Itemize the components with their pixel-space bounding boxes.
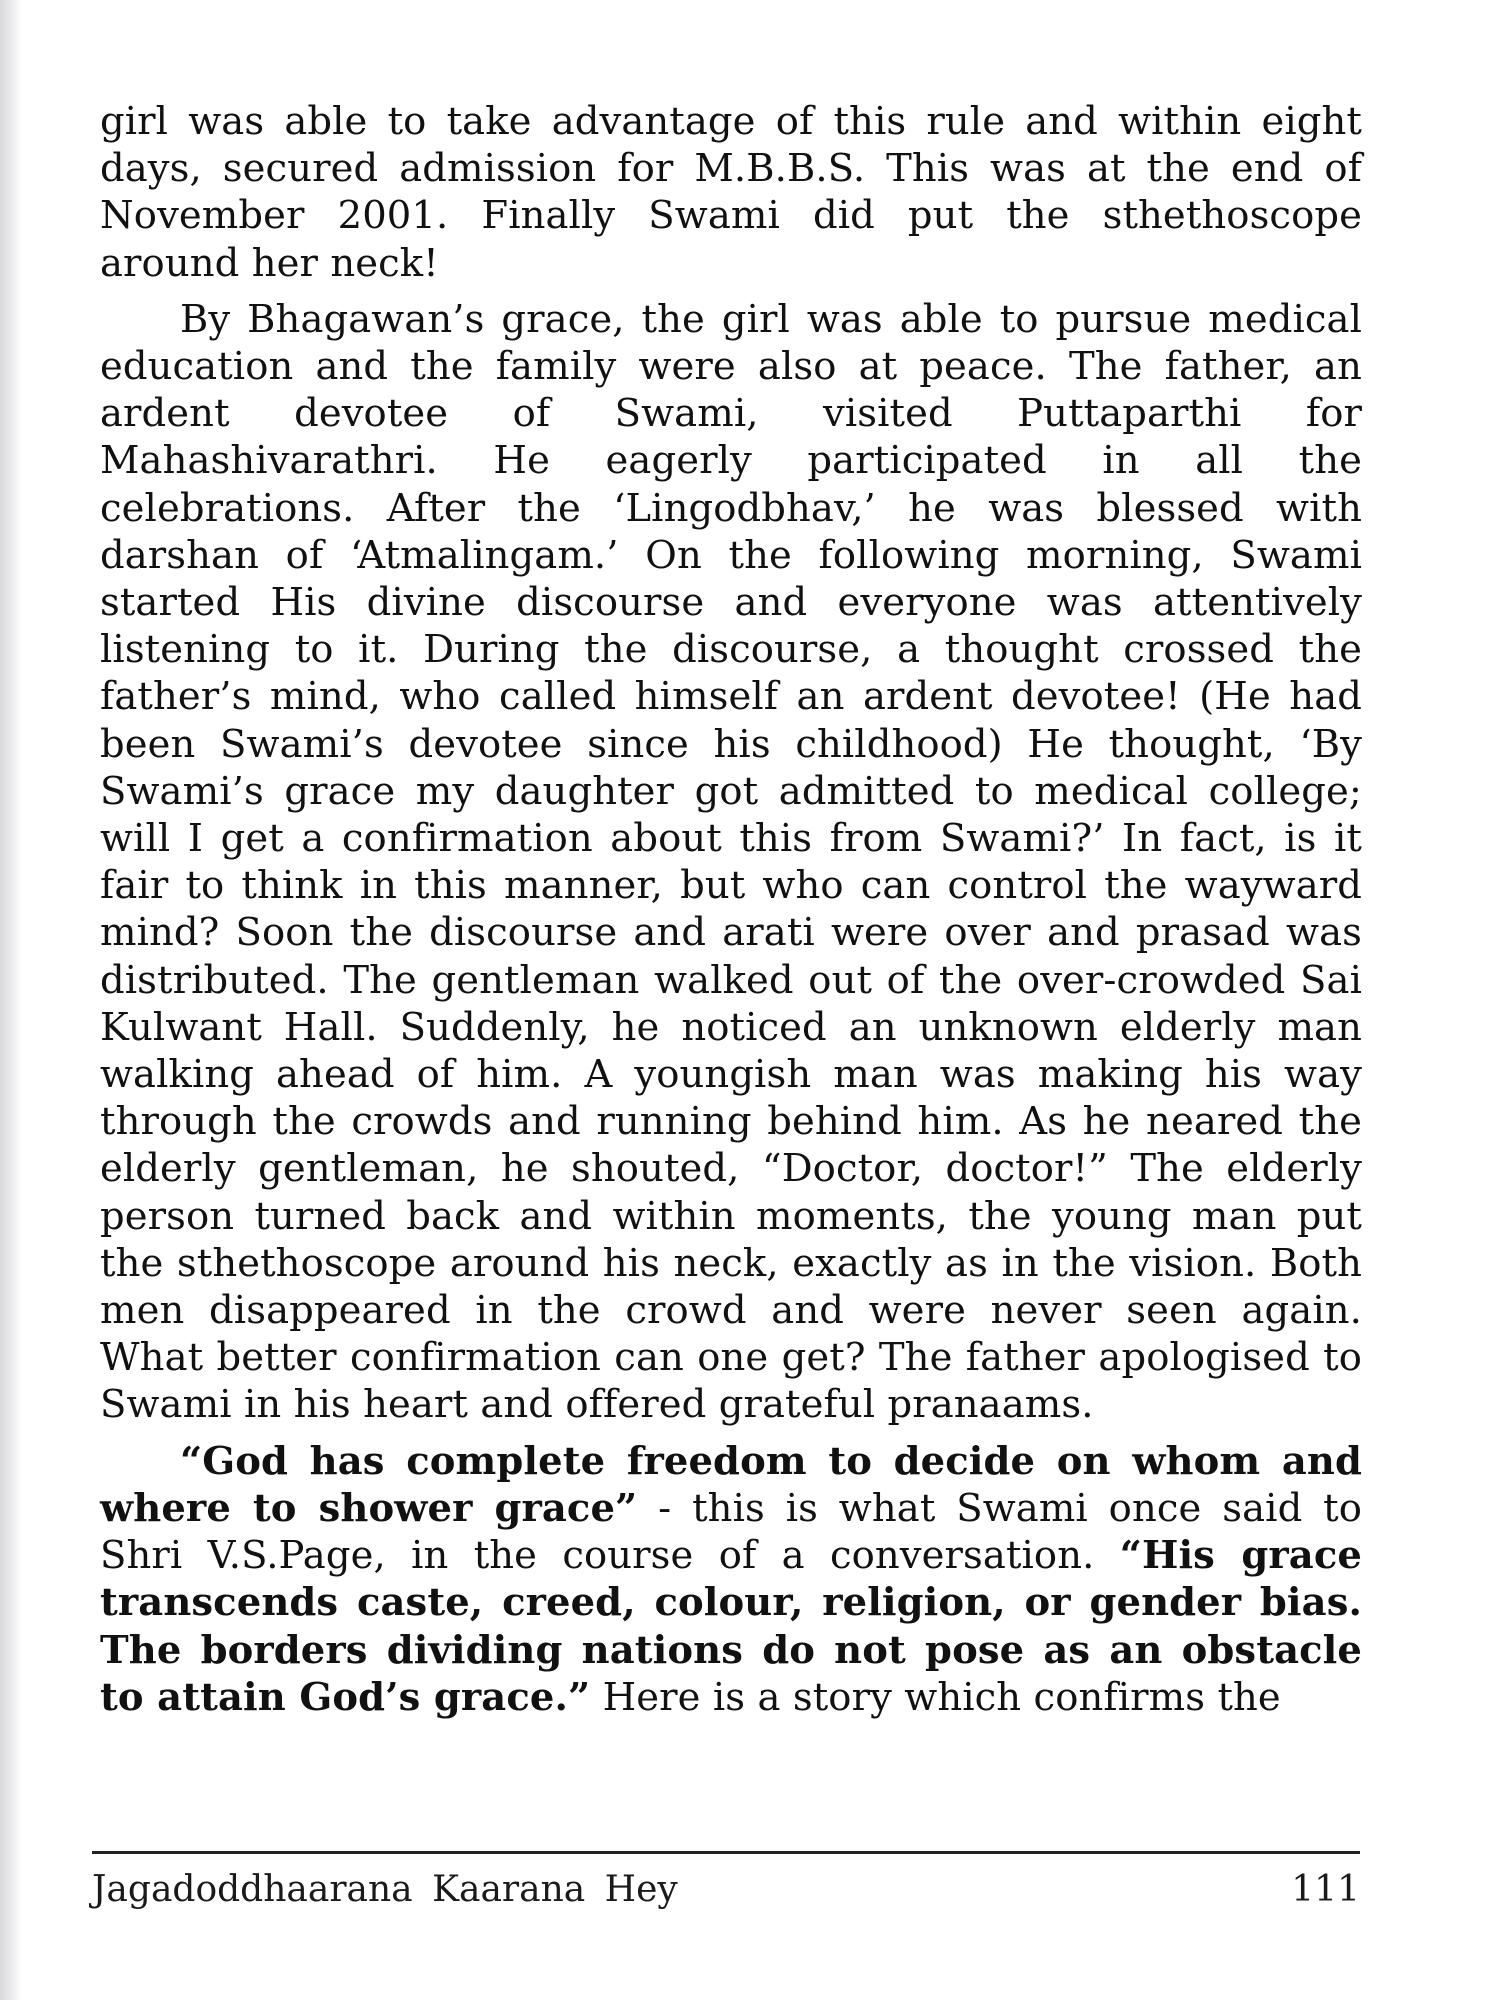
page-number: 111	[1291, 1869, 1360, 1910]
paragraph-continuation: girl was able to take advantage of this rule and within eight days, secured admission for M.B.B.S. This was at the end of November 2001. Finally Swami did put the sthethoscope around her neck!	[100, 99, 1362, 286]
book-page-body	[100, 98, 1362, 1721]
page-footer	[92, 1866, 1360, 1916]
paragraph-father-story: By Bhagawan’s grace, the girl was able to pursue medical education and the family were also at peace. The father, an ardent devotee of Swami, visited Puttaparthi for Mahashivarathri. He eagerly participated in all the celebrations. After the ‘Lingodbhav,’ he was blessed with darshan of ‘Atmalingam.’ On the following morning, Swami started His divine discourse and everyone was attentively listening to it. During the discourse, a thought crossed the father’s mind, who called himself an ardent devotee! (He had been Swami’s devotee since his childhood) He thought, ‘By Swami’s grace my daughter got admitted to medical college; will I get a confirmation about this from Swami?’ In fact, is it fair to think in this manner, but who can control the wayward mind? Soon the discourse and arati were over and prasad was distributed. The gentleman walked out of the over-crowded Sai Kulwant Hall. Suddenly, he noticed an unknown elderly man walking ahead of him. A youngish man was making his way through the crowds and running behind him. As he neared the elderly gentleman, he shouted, “Doctor, doctor!” The elderly person turned back and within moments, the young man put the sthethoscope around his neck, exactly as in the vision. Both men disappeared in the crowd and were never seen again. What better confirmation can one get? The father apologised to Swami in his heart and offered grateful pranaams.	[100, 296, 1362, 1428]
running-book-title: Jagadoddhaarana Kaarana Hey	[92, 1869, 678, 1910]
story-lead-in-text: Here is a story which confirms the	[590, 1674, 1281, 1720]
quote-grace-transcends: “His grace transcends caste, creed, colour, religion, or gender bias. The borders dividing nations do not pose as an obstacle to attain God’s grace.”	[100, 1533, 1362, 1720]
quote-attribution-text: - this is what Swami once said to Shri V.S.Page, in the course of a conversation.	[100, 1485, 1363, 1579]
quote-freedom-of-grace: “God has complete freedom to decide on whom and where to shower grace”	[100, 1438, 1362, 1531]
page-edge-shadow	[0, 0, 22, 2000]
footer-divider	[92, 1851, 1360, 1854]
paragraph-grace-quote	[100, 1438, 1362, 1721]
